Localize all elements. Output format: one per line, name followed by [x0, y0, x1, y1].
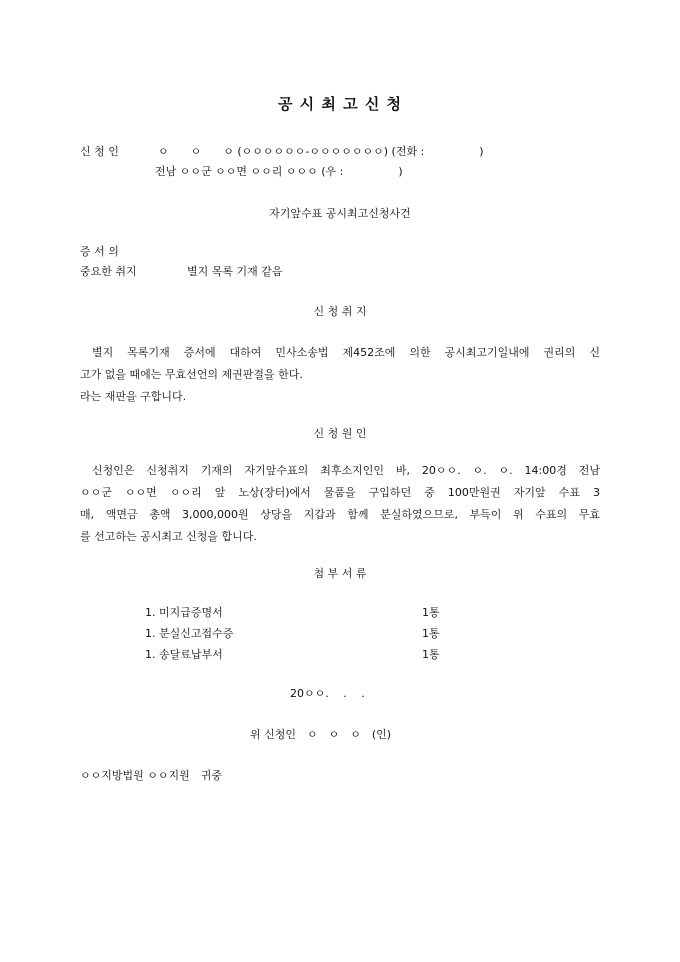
court-addressee: ㅇㅇ지방법원 ㅇㅇ지원 귀중	[80, 769, 223, 782]
attachment-name: 1. 분실신고접수증	[145, 627, 234, 640]
applicant-label: 신 청 인	[80, 145, 119, 158]
cause-line: 신청인은 신청취지 기재의 자기앞수표의 최후소지인인 바, 20ㅇㅇ. ㅇ. ㅇ. 14:00경 전남	[92, 464, 600, 477]
attachment-name: 1. 미지급증명서	[145, 606, 223, 619]
purpose-line: 고가 없을 때에는 무효선언의 제권판결을 한다.	[80, 368, 303, 381]
document-date: 20ㅇㅇ. . .	[290, 687, 365, 700]
attachment-count: 1통	[422, 627, 440, 640]
purpose-line: 라는 재판을 구합니다.	[80, 390, 187, 403]
attachment-count: 1통	[422, 648, 440, 661]
certificate-value: 별지 목록 기재 같음	[187, 265, 283, 278]
cause-line: ㅇㅇ군 ㅇㅇ면 ㅇㅇ리 앞 노상(장터)에서 물품을 구입하던 중 100만원권 자기앞 수표 3	[80, 486, 600, 499]
attachments-heading: 첨 부 서 류	[313, 567, 367, 580]
attachment-count: 1통	[422, 606, 440, 619]
certificate-label-2: 중요한 취지	[80, 265, 137, 278]
applicant-address: 전남 ㅇㅇ군 ㅇㅇ면 ㅇㅇ리 ㅇㅇㅇ (우 : )	[155, 165, 403, 178]
applicant-name-id-phone: ㅇ ㅇ ㅇ (ㅇㅇㅇㅇㅇㅇ-ㅇㅇㅇㅇㅇㅇㅇ) (전화 : )	[158, 145, 484, 158]
cause-line: 를 선고하는 공시최고 신청을 합니다.	[80, 530, 257, 543]
cause-heading: 신 청 원 인	[313, 427, 367, 440]
purpose-heading: 신 청 취 지	[313, 305, 367, 318]
purpose-line: 별지 목록기재 증서에 대하여 민사소송법 제452조에 의한 공시최고기일내에 권리의 신	[92, 346, 600, 359]
attachment-name: 1. 송달료납부서	[145, 648, 223, 661]
applicant-signature: 위 신청인 ㅇ ㅇ ㅇ (인)	[250, 728, 392, 741]
cause-paragraph	[80, 460, 600, 548]
cause-line: 매, 액면금 총액 3,000,000원 상당을 지갑과 함께 분실하였으므로, 부득이 위 수표의 무효	[80, 508, 600, 521]
certificate-label-1: 증 서 의	[80, 245, 119, 258]
case-name: 자기앞수표 공시최고신청사건	[269, 207, 411, 220]
document-title: 공 시 최 고 신 청	[277, 95, 403, 113]
purpose-paragraph	[80, 342, 600, 408]
